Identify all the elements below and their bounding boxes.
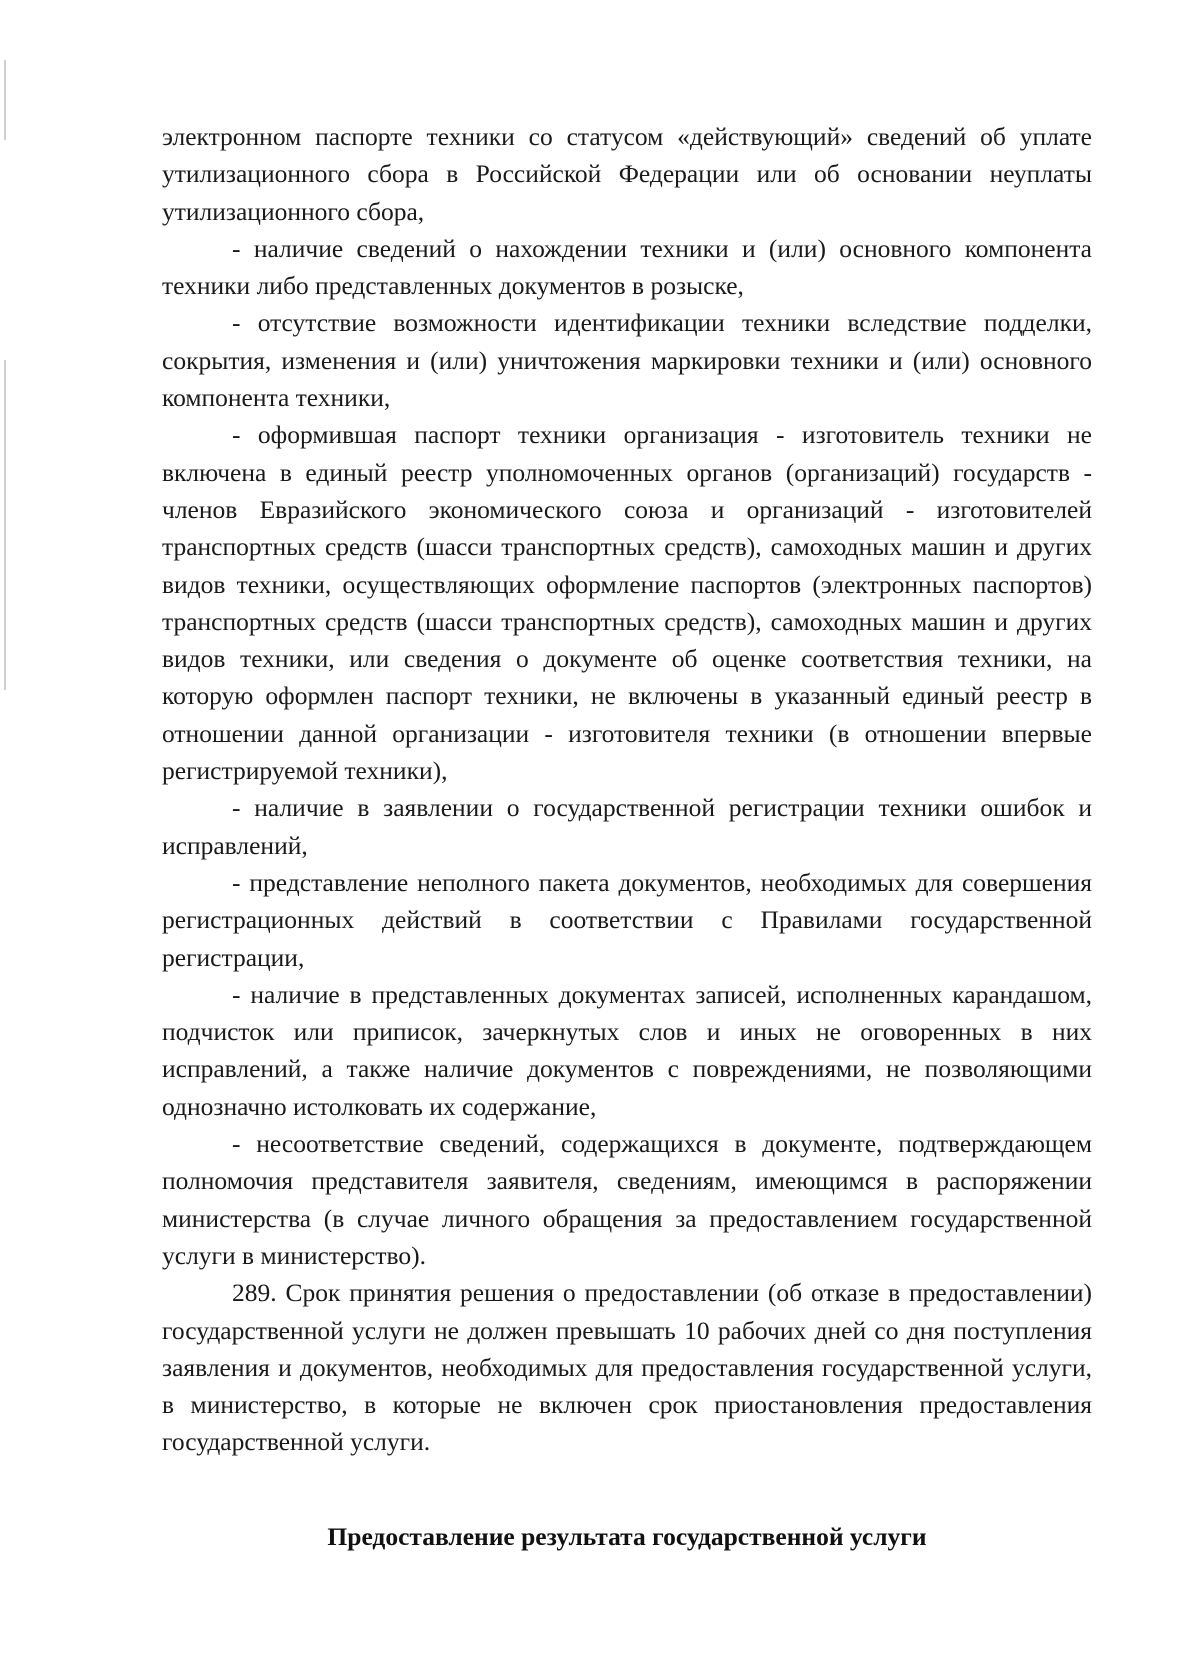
paragraph: - отсутствие возможности идентификации техники вследствие подделки, сокрытия, изменения и (или) уничтожения маркировки техники и (или) основного компонента техники,: [162, 308, 1092, 413]
scan-edge-mark: [4, 360, 6, 690]
paragraph: электронном паспорте техники со статусом «действующий» сведений об уплате утилизационного сбора в Российской Федерации или об основании неуплаты утилизационного сбора,: [162, 122, 1092, 226]
paragraph: 289. Срок принятия решения о предоставлении (об отказе в предоставлении) государственной услуги не должен превышать 10 рабочих дней со дня поступления заявления и документов, необходимых для предоставления государственной услуги, в министерство, в которые не включен срок приостановления предоставления государственной услуги.: [162, 1278, 1092, 1457]
section-heading: Предоставление результата государственной услуги: [327, 1522, 927, 1551]
body-text: [162, 118, 1092, 1461]
paragraph: - наличие в представленных документах записей, исполненных карандашом, подчисток или приписок, зачеркнутых слов и иных не оговоренных в них исправлений, а также наличие документов с повреждениями, не позволяющими однозначно истолковать их содержание,: [162, 979, 1092, 1121]
paragraph: - наличие в заявлении о государственной регистрации техники ошибок и исправлений,: [162, 793, 1092, 860]
scan-edge-mark: [4, 60, 6, 140]
paragraph: - представление неполного пакета документов, необходимых для совершения регистрационных действий в соответствии с Правилами государственной регистрации,: [162, 867, 1092, 972]
paragraph: - наличие сведений о нахождении техники и (или) основного компонента техники либо представленных документов в розыске,: [162, 233, 1092, 301]
paragraph: - несоответствие сведений, содержащихся в документе, подтверждающем полномочия представителя заявителя, сведениям, имеющимся в распоряжении министерства (в случае личного обращения за предоставлением государственной услуги в министерство).: [162, 1129, 1092, 1270]
paragraph: - оформившая паспорт техники организация - изготовитель техники не включена в единый реестр уполномоченных органов (организаций) государств - членов Евразийского экономического союза и организаций - изготовителей транспортных средств (шасси транспортных средств), самоходных машин и других видов техники, осуществляющих оформление паспортов (электронных паспортов) транспортных средств (шасси транспортных средств), самоходных машин и других видов техники, или сведения о документе об оценке соответствия техники, на которую оформлен паспорт техники, не включены в указанный единый реестр в отношении данной организации - изготовителя техники (в отношении впервые регистрируемой техники),: [162, 420, 1092, 786]
